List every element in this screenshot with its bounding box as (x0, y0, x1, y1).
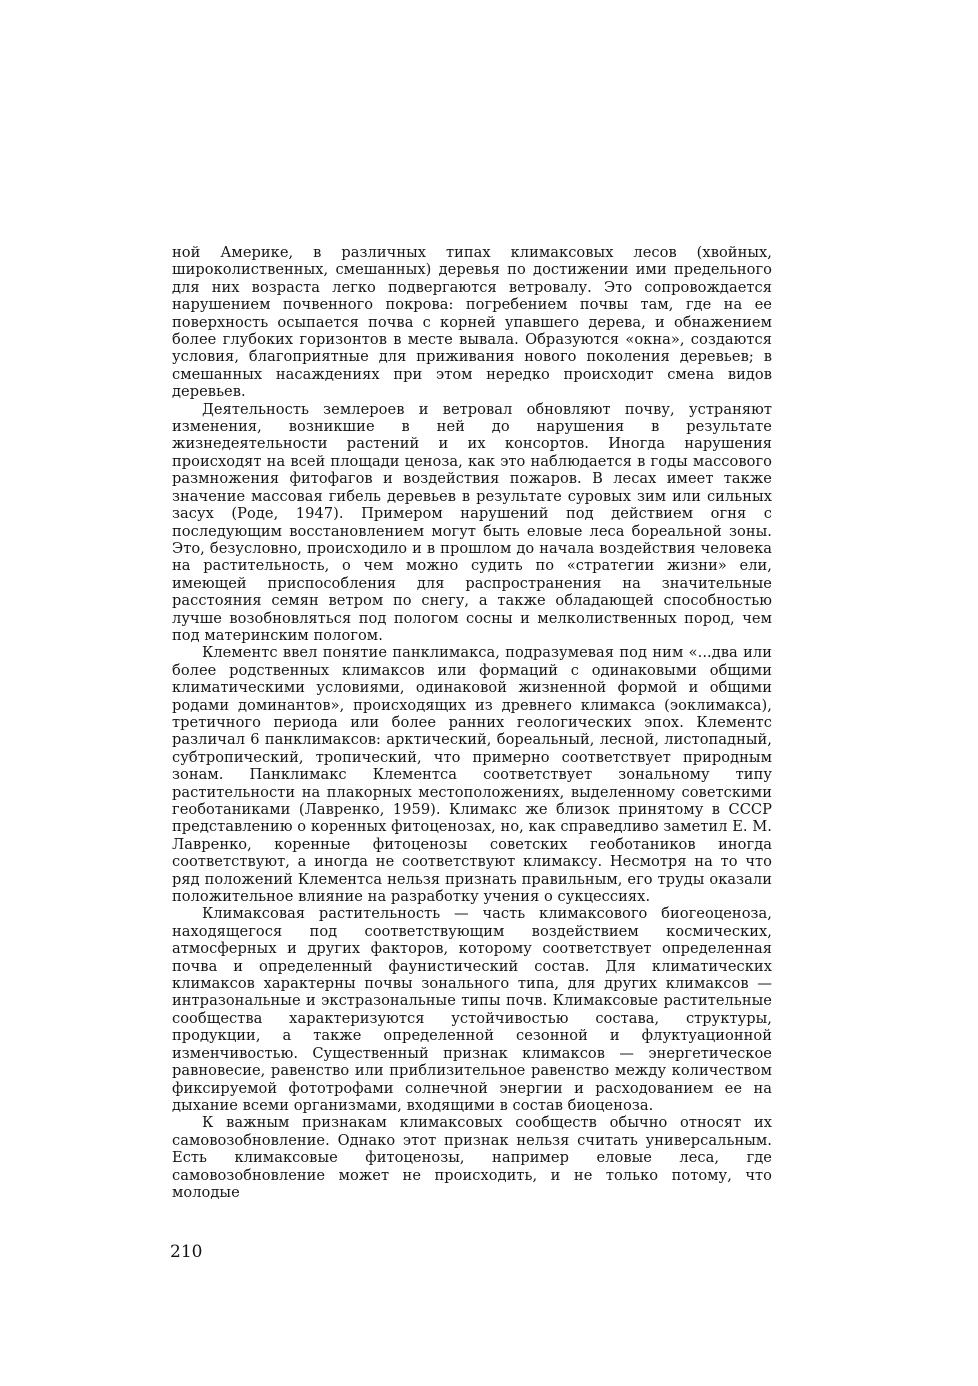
paragraph-5: К важным признакам климаксовых сообществ обычно относят их самовозобновление. Однако этот признак нельзя считать универсальным. Есть климаксовые фитоценозы, например еловые леса, где самовозобновление может не происходить, и не только потому, что молодые (172, 1114, 772, 1201)
paragraph-2: Деятельность землероев и ветровал обновляют почву, устраняют изменения, возникшие в ней до нарушения в результате жизнедеятельности растений и их консортов. Иногда нарушения происходят на всей площади ценоза, как это наблюдается в годы массового размножения фитофагов и воздействия пожаров. В лесах имеет также значение массовая гибель деревьев в результате суровых зим или сильных засух (Роде, 1947). Примером нарушений под действием огня с последующим восстановлением могут быть еловые леса бореальной зоны. Это, безусловно, происходило и в прошлом до начала воздействия человека на растительность, о чем можно судить по «стратегии жизни» ели, имеющей приспособления для распространения на значительные расстояния семян ветром по снегу, а также обладающей способностью лучше возобновляться под пологом сосны и мелколиственных пород, чем под материнским пологом. (172, 400, 772, 644)
page-number: 210 (170, 1242, 203, 1262)
paragraph-4: Климаксовая растительность — часть климаксового биогеоценоза, находящегося под соответствующим воздействием космических, атмосферных и других факторов, которому соответствует определенная почва и определенный фаунистический состав. Для климатических климаксов характерны почвы зонального типа, для других климаксов — интразональные и экстразональные типы почв. Климаксовые растительные сообщества характеризуются устойчивостью состава, структуры, продукции, а также определенной сезонной и флуктуационной изменчивостью. Существенный признак климаксов — энергетическое равновесие, равенство или приблизительное равенство между количеством фиксируемой фототрофами солнечной энергии и расходованием ее на дыхание всеми организмами, входящими в состав биоценоза. (172, 905, 772, 1114)
body-text (172, 244, 772, 1201)
paragraph-1: ной Америке, в различных типах климаксовых лесов (хвойных, широколиственных, смешанных) деревья по достижении ими предельного для них возраста легко подвергаются ветровалу. Это сопровождается нарушением почвенного покрова: погребением почвы там, где на ее поверхность осыпается почва с корней упавшего дерева, и обнажением более глубоких горизонтов в месте вывала. Образуются «окна», создаются условия, благоприятные для приживания нового поколения деревьев; в смешанных насаждениях при этом нередко происходит смена видов деревьев. (172, 244, 772, 401)
paragraph-3: Клементс ввел понятие панклимакса, подразумевая под ним «...два или более родственных климаксов или формаций с одинаковыми общими климатическими условиями, одинаковой жизненной формой и общими родами доминантов», происходящих из древнего климакса (эоклимакса), третичного периода или более ранних геологических эпох. Клементс различал 6 панклимаксов: арктический, бореальный, лесной, листопадный, субтропический, тропический, что примерно соответствует природным зонам. Панклимакс Клементса соответствует зональному типу растительности на плакорных местоположениях, выделенному советскими геоботаниками (Лавренко, 1959). Климакс же близок принятому в СССР представлению о коренных фитоценозах, но, как справедливо заметил Е. М. Лавренко, коренные фитоценозы советских геоботаников иногда соответствуют, а иногда не соответствуют климаксу. Несмотря на то что ряд положений Клементса нельзя признать правильным, его труды оказали положительное влияние на разработку учения о сукцессиях. (172, 644, 772, 906)
